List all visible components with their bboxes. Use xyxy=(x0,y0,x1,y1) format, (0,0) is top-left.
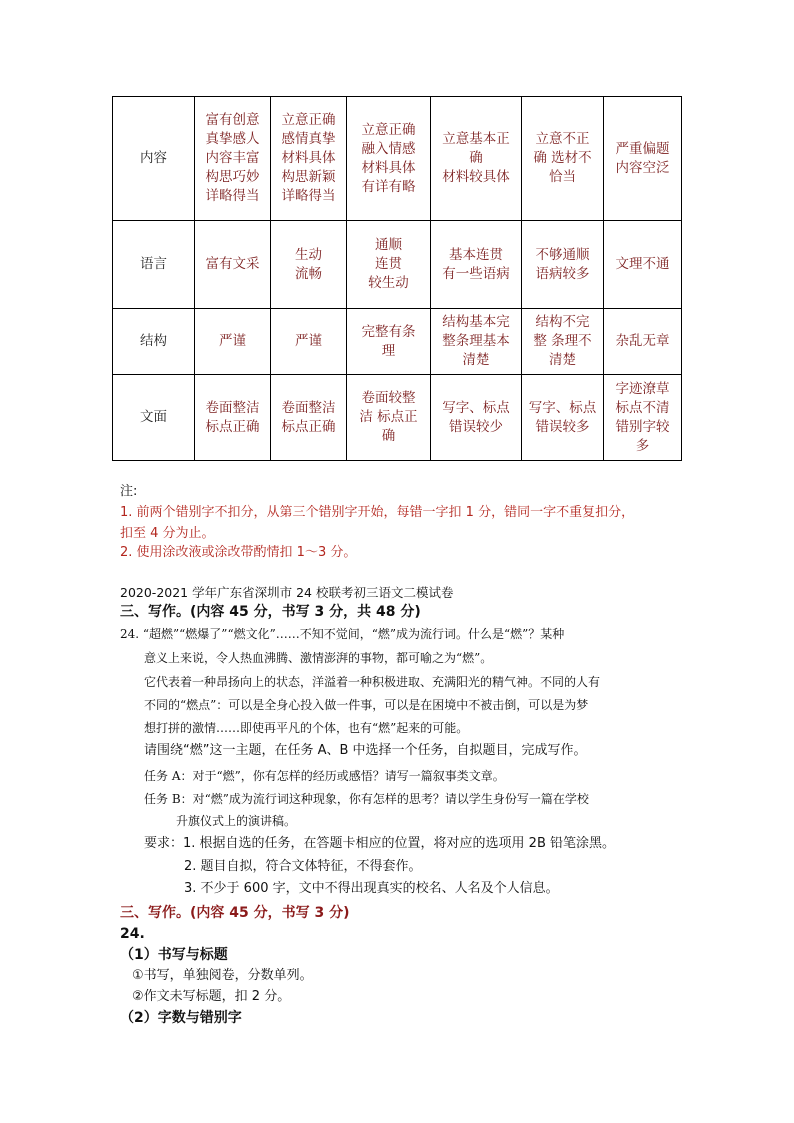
rubric-cell-line: 立意正确 xyxy=(361,121,416,138)
rubric-level-cell xyxy=(271,309,347,375)
rubric-level-cell xyxy=(431,375,522,461)
rubric-level-cell xyxy=(195,309,271,375)
rubric-cell-line: 严谨 xyxy=(219,333,246,349)
rubric-cell-line: 连贯 xyxy=(375,256,402,272)
rubric-row xyxy=(113,221,682,309)
task-b-line-1: 任务 B：对“燃”成为流行词这种现象，你有怎样的思考？请以学生身份写一篇在学校 xyxy=(144,792,589,806)
exam-title: 2020-2021 学年广东省深圳市 24 校联考初三语文二模试卷 xyxy=(120,585,454,600)
rubric-cell-line: 多 xyxy=(635,437,650,454)
requirement-3: 3. 不少于 600 字，文中不得出现真实的校名、人名及个人信息。 xyxy=(184,881,559,896)
rubric-level-cell xyxy=(431,97,522,221)
note-item-2: 2. 使用涂改液或涂改带酌情扣 1～3 分。 xyxy=(120,545,357,560)
rubric-cell-line: 确 xyxy=(469,150,483,166)
rubric-level-cell xyxy=(195,221,271,309)
rubric-cell-line: 标点不清 xyxy=(615,399,670,416)
rubric-cell-line: 错别字较 xyxy=(615,418,670,435)
rubric-cell-line: 构思巧妙 xyxy=(205,169,260,185)
rubric-level-cell xyxy=(347,375,431,461)
rubric-cell-line: 卷面整洁 xyxy=(205,399,260,416)
rubric-cell-line: 较生动 xyxy=(368,275,409,291)
answer-part-1-title: （1）书写与标题 xyxy=(120,947,228,963)
rubric-cell-line: 字迹潦草 xyxy=(615,380,670,397)
rubric-cell-line: 材料较具体 xyxy=(442,169,510,185)
rubric-cell-line: 有一些语病 xyxy=(442,265,510,282)
rubric-row xyxy=(113,97,682,221)
rubric-cell-line: 确 选材不 xyxy=(533,150,592,166)
answer-section-heading: 三、写作。(内容 45 分，书写 3 分) xyxy=(120,905,350,921)
rubric-cell-line: 感情真挚 xyxy=(281,131,336,147)
writing-section-heading: 三、写作。(内容 45 分，书写 3 分，共 48 分) xyxy=(120,604,421,620)
rubric-cell-line: 错误较少 xyxy=(449,418,503,435)
rubric-level-cell xyxy=(522,221,604,309)
rubric-level-cell xyxy=(604,97,682,221)
rubric-level-cell xyxy=(604,375,682,461)
rubric-cell-line: 写字、标点 xyxy=(528,399,597,416)
rubric-level-cell xyxy=(195,97,271,221)
rubric-cell-line: 理 xyxy=(381,342,396,359)
scoring-rubric-table xyxy=(112,96,682,461)
task-b-line-2: 升旗仪式上的演讲稿。 xyxy=(176,814,297,828)
rubric-body xyxy=(113,97,682,461)
rubric-cell-line: 内容丰富 xyxy=(205,150,260,166)
rubric-cell-line: 立意基本正 xyxy=(442,131,510,147)
rubric-cell-line: 杂乱无章 xyxy=(615,333,670,349)
rubric-cell-line: 流畅 xyxy=(295,265,322,282)
rubric-cell-line: 基本连贯 xyxy=(449,246,503,263)
answer-part-1-item-2: ②作文未写标题，扣 2 分。 xyxy=(132,989,291,1004)
requirement-2: 2. 题目自拟，符合文体特征，不得套作。 xyxy=(184,859,422,874)
rubric-category-cell: 结构 xyxy=(113,309,195,375)
rubric-cell-line: 语病较多 xyxy=(535,265,590,282)
rubric-level-cell xyxy=(604,221,682,309)
question-line-1: 24. “超燃”“燃爆了”“燃文化”……不知不觉间，“燃”成为流行词。什么是“燃”？某种 xyxy=(120,627,565,641)
rubric-level-cell xyxy=(431,221,522,309)
rubric-cell-line: 构思新颖 xyxy=(281,169,336,185)
rubric-cell-line: 严重偏题 xyxy=(615,140,670,157)
rubric-cell-line: 严谨 xyxy=(295,333,322,349)
rubric-cell-line: 清楚 xyxy=(462,352,490,368)
rubric-cell-line: 恰当 xyxy=(549,169,576,185)
rubric-cell-line: 结构不完 xyxy=(535,314,590,330)
note-item-1-cont: 扣至 4 分为止。 xyxy=(120,526,215,541)
rubric-level-cell xyxy=(347,221,431,309)
answer-part-2-title: （2）字数与错别字 xyxy=(120,1010,242,1026)
rubric-cell-line: 生动 xyxy=(295,246,322,263)
rubric-cell-line: 标点正确 xyxy=(281,418,336,435)
task-prompt: 请围绕“燃”这一主题，在任务 A、B 中选择一个任务，自拟题目，完成写作。 xyxy=(144,743,587,758)
rubric-level-cell xyxy=(347,309,431,375)
rubric-level-cell xyxy=(522,97,604,221)
note-item-1: 1. 前两个错别字不扣分，从第三个错别字开始，每错一字扣 1 分，错同一字不重复扣分， xyxy=(120,505,635,520)
rubric-cell-line: 融入情感 xyxy=(361,140,416,157)
rubric-category-cell: 语言 xyxy=(113,221,195,309)
requirement-1: 要求：1. 根据自选的任务，在答题卡相应的位置，将对应的选项用 2B 铅笔涂黑。 xyxy=(144,836,615,851)
question-line-3: 它代表着一种昂扬向上的状态，洋溢着一种积极进取、充满阳光的精气神。不同的人有 xyxy=(144,675,601,689)
rubric-level-cell xyxy=(271,375,347,461)
rubric-cell-line: 卷面较整 xyxy=(361,390,416,406)
rubric-level-cell xyxy=(522,375,604,461)
note-heading: 注: xyxy=(120,484,138,499)
question-line-2: 意义上来说，令人热血沸腾、激情澎湃的事物，都可喻之为“燃”。 xyxy=(144,651,493,665)
rubric-level-cell xyxy=(195,375,271,461)
rubric-cell-line: 写字、标点 xyxy=(442,399,510,416)
rubric-cell-line: 内容空泛 xyxy=(615,159,670,176)
rubric-cell-line: 真挚感人 xyxy=(205,131,260,147)
rubric-category-cell: 内容 xyxy=(113,97,195,221)
rubric-cell-line: 富有文采 xyxy=(205,256,260,272)
rubric-level-cell xyxy=(271,97,347,221)
answer-number: 24. xyxy=(120,926,145,942)
question-line-5: 想打拼的激情……即使再平凡的个体，也有“燃”起来的可能。 xyxy=(144,721,469,735)
rubric-cell-line: 确 xyxy=(381,428,396,444)
question-line-4: 不同的“燃点”：可以是全身心投入做一件事，可以是在困境中不被击倒，可以是为梦 xyxy=(144,698,589,712)
rubric-cell-line: 通顺 xyxy=(375,237,402,253)
rubric-level-cell xyxy=(347,97,431,221)
rubric-cell-line: 材料具体 xyxy=(361,159,416,176)
rubric-level-cell xyxy=(604,309,682,375)
rubric-cell-line: 详略得当 xyxy=(281,188,336,204)
rubric-cell-line: 结构基本完 xyxy=(442,314,510,330)
rubric-cell-line: 洁 标点正 xyxy=(359,409,418,425)
rubric-cell-line: 材料具体 xyxy=(281,150,336,166)
rubric-cell-line: 立意正确 xyxy=(281,112,336,128)
rubric-level-cell xyxy=(271,221,347,309)
rubric-cell-line: 富有创意 xyxy=(205,112,260,128)
rubric-row xyxy=(113,309,682,375)
rubric-cell-line: 错误较多 xyxy=(535,418,590,435)
rubric-category-cell: 文面 xyxy=(113,375,195,461)
rubric-cell-line: 整条理基本 xyxy=(442,333,510,349)
rubric-cell-line: 有详有略 xyxy=(361,178,416,195)
rubric-cell-line: 标点正确 xyxy=(205,418,260,435)
rubric-cell-line: 立意不正 xyxy=(535,131,590,147)
rubric-cell-line: 完整有条 xyxy=(361,323,416,340)
task-a: 任务 A：对于“燃”，你有怎样的经历或感悟？请写一篇叙事类文章。 xyxy=(144,769,505,783)
rubric-level-cell xyxy=(431,309,522,375)
rubric-level-cell xyxy=(522,309,604,375)
rubric-cell-line: 卷面整洁 xyxy=(281,399,336,416)
rubric-row xyxy=(113,375,682,461)
rubric-cell-line: 不够通顺 xyxy=(535,246,590,263)
rubric-cell-line: 清楚 xyxy=(549,352,576,368)
rubric-cell-line: 文理不通 xyxy=(615,256,670,272)
rubric-cell-line: 详略得当 xyxy=(205,188,260,204)
rubric-cell-line: 整 条理不 xyxy=(533,333,592,349)
answer-part-1-item-1: ①书写，单独阅卷，分数单列。 xyxy=(132,968,313,983)
